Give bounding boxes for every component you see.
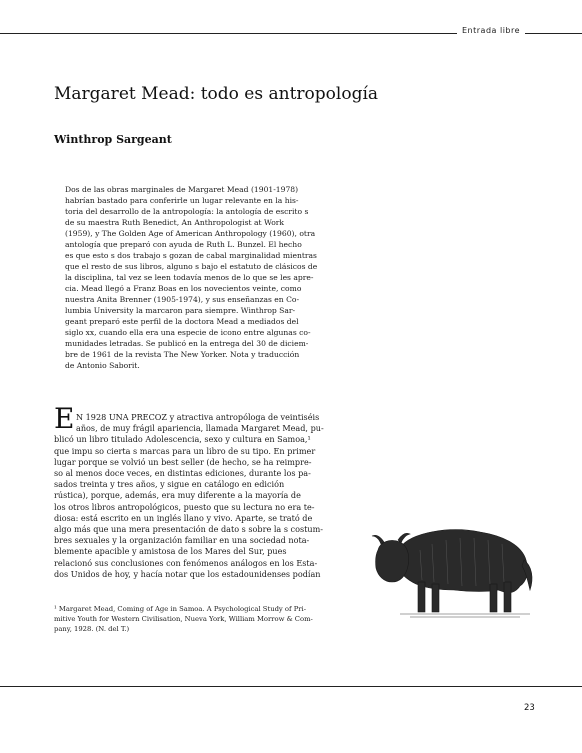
body-line: so al menos doce veces, en distintas ediciones, durante los pa- bbox=[54, 468, 311, 479]
body-line: bres sexuales y la organización familiar en una sociedad nota- bbox=[54, 535, 310, 546]
header-rule-right bbox=[525, 33, 582, 34]
footer-rule bbox=[0, 686, 582, 687]
footnote-line: mitive Youth for Western Civilisation, Nueva York, William Morrow & Com- bbox=[54, 615, 313, 623]
header-rule-left bbox=[0, 33, 457, 34]
intro-line: bre de 1961 de la revista The New Yorker. Nota y traducción bbox=[65, 350, 300, 359]
footnote-line: pany, 1928. (N. del T.) bbox=[54, 625, 130, 633]
body-line: que impu so cierta s marcas para un libro de su tipo. En primer bbox=[54, 445, 316, 456]
body-line: algo más que una mera presentación de dato s sobre la s costum- bbox=[54, 524, 323, 535]
footnote-line: ¹ Margaret Mead, Coming of Age in Samoa. A Psychological Study of Pri- bbox=[54, 605, 306, 613]
drop-cap: E bbox=[54, 402, 75, 435]
intro-line: Dos de las obras marginales de Margaret Mead (1901-1978) bbox=[65, 185, 299, 194]
yak-engraving-illustration bbox=[370, 520, 538, 622]
intro-line: cia. Mead llegó a Franz Boas en los novecientos veinte, como bbox=[65, 284, 302, 293]
section-label: Entrada libre bbox=[462, 26, 521, 35]
body-line: blicó un libro titulado Adolescencia, sexo y cultura en Samoa,¹ bbox=[54, 434, 311, 445]
intro-line: nuestra Anita Brenner (1905-1974), y sus enseñanzas en Co- bbox=[65, 295, 300, 304]
body-line: diosa: está escrito en un inglés llano y vivo. Aparte, se trató de bbox=[54, 512, 313, 523]
intro-line: lumbia University la marcaron para siempre. Winthrop Sar- bbox=[65, 306, 296, 315]
body-line: rústica), porque, además, era muy diferente a la mayoría de bbox=[54, 490, 301, 501]
body-line: sados treinta y tres años, y sigue en catálogo en edición bbox=[54, 479, 285, 490]
intro-line: de Antonio Saborit. bbox=[65, 361, 140, 370]
intro-line: (1959), y The Golden Age of American Anthropology (1960), otra bbox=[65, 229, 316, 238]
article-title: Margaret Mead: todo es antropología bbox=[54, 84, 379, 104]
body-line: relacionó sus conclusiones con fenómenos análogos en los Esta- bbox=[54, 557, 318, 568]
article-author: Winthrop Sargeant bbox=[54, 133, 172, 146]
body-line: dos Unidos de hoy, y hacía notar que los estadounidenses podían bbox=[54, 568, 321, 579]
footnote bbox=[54, 604, 364, 634]
intro-line: toria del desarrollo de la antropología: la antología de escrito s bbox=[65, 207, 309, 216]
intro-line: es que esto s dos trabajo s gozan de cabal marginalidad mientras bbox=[65, 251, 317, 260]
intro-line: de su maestra Ruth Benedict, An Anthropologist at Work bbox=[65, 218, 285, 227]
body-line: blemente apacible y amistosa de los Mares del Sur, pues bbox=[54, 546, 287, 557]
intro-paragraph bbox=[65, 184, 365, 371]
body-line: los otros libros antropológicos, puesto que su lectura no era te- bbox=[54, 501, 315, 512]
intro-line: munidades letradas. Se publicó en la entrega del 30 de diciem- bbox=[65, 339, 309, 348]
page-number: 23 bbox=[524, 703, 535, 713]
body-line: N 1928 UNA PRECOZ y atractiva antropóloga de veintiséis bbox=[76, 412, 320, 422]
intro-line: que el resto de sus libros, alguno s bajo el estatuto de clásicos de bbox=[65, 262, 318, 271]
body-line: años, de muy frágil apariencia, llamada Margaret Mead, pu- bbox=[76, 423, 324, 434]
intro-line: antología que preparó con ayuda de Ruth L. Bunzel. El hecho bbox=[65, 240, 302, 249]
intro-line: habrían bastado para conferirle un lugar relevante en la his- bbox=[65, 196, 299, 205]
body-paragraph bbox=[54, 412, 366, 580]
intro-line: siglo xx, cuando ella era una especie de icono entre algunas co- bbox=[65, 328, 311, 337]
intro-line: la disciplina, tal vez se leen todavía menos de lo que se les apre- bbox=[65, 273, 314, 282]
intro-line: geant preparó este perfil de la doctora Mead a mediados del bbox=[65, 317, 299, 326]
body-line: lugar porque se volvió un best seller (de hecho, se ha reimpre- bbox=[54, 456, 312, 467]
